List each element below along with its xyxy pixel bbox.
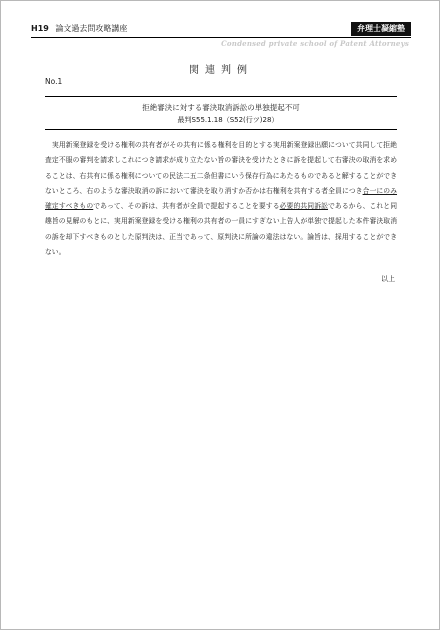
- body-text-part-1: 実用新案登録を受ける権利の共有者がその共有に係る権利を目的とする実用新案登録出願について共同して拒絶査定不服の審判を請求しこれにつき請求が成り立たない旨の審決を受けたときに訴を提起して右審決の取消を求めることは、右共有に係る権利についての民法二五二条但書にいう保存行為にあたるものであると解することができないところ、右のような審決取消の訴において審決を取り消すか否かは右権利を共有する者全員につき: [45, 141, 397, 195]
- document-number: No.1: [45, 77, 63, 86]
- case-citation: 最判S55.1.18（S52(行ツ)28）: [177, 116, 279, 124]
- header-year: H19: [31, 24, 49, 33]
- case-heading-box: [45, 96, 397, 130]
- body-text-part-2: であって、その訴は、共有者が全員で提起することを要する: [93, 202, 280, 211]
- underlined-phrase-2: 必要的共同訴訟: [279, 202, 329, 211]
- header-left: [31, 23, 127, 35]
- end-mark: 以上: [381, 275, 395, 283]
- page-header: [31, 23, 411, 38]
- body-text-part-3: であるから、これと同趣旨の見解のもとに、実用新案登録を受ける権利の共有者の一員にすぎない上告人が単独で提起した本件審決取消の訴を却下すべきものとした原判決は、正当であって、原判決に所論の違法はない。論旨は、採用することができない。: [45, 202, 398, 257]
- school-badge: 弁理士凝縮塾: [351, 22, 411, 36]
- document-title: 関連判例: [189, 65, 253, 76]
- case-title: 拒絶審決に対する審決取消訴訟の単独提起不可: [142, 103, 300, 112]
- school-english-name: Condensed private school of Patent Attorneys: [221, 39, 409, 48]
- judgment-body: [45, 138, 397, 260]
- header-course: 論文過去問攻略講座: [55, 24, 128, 33]
- underlined-phrase-1: 合一にのみ確定すべきもの: [45, 186, 398, 211]
